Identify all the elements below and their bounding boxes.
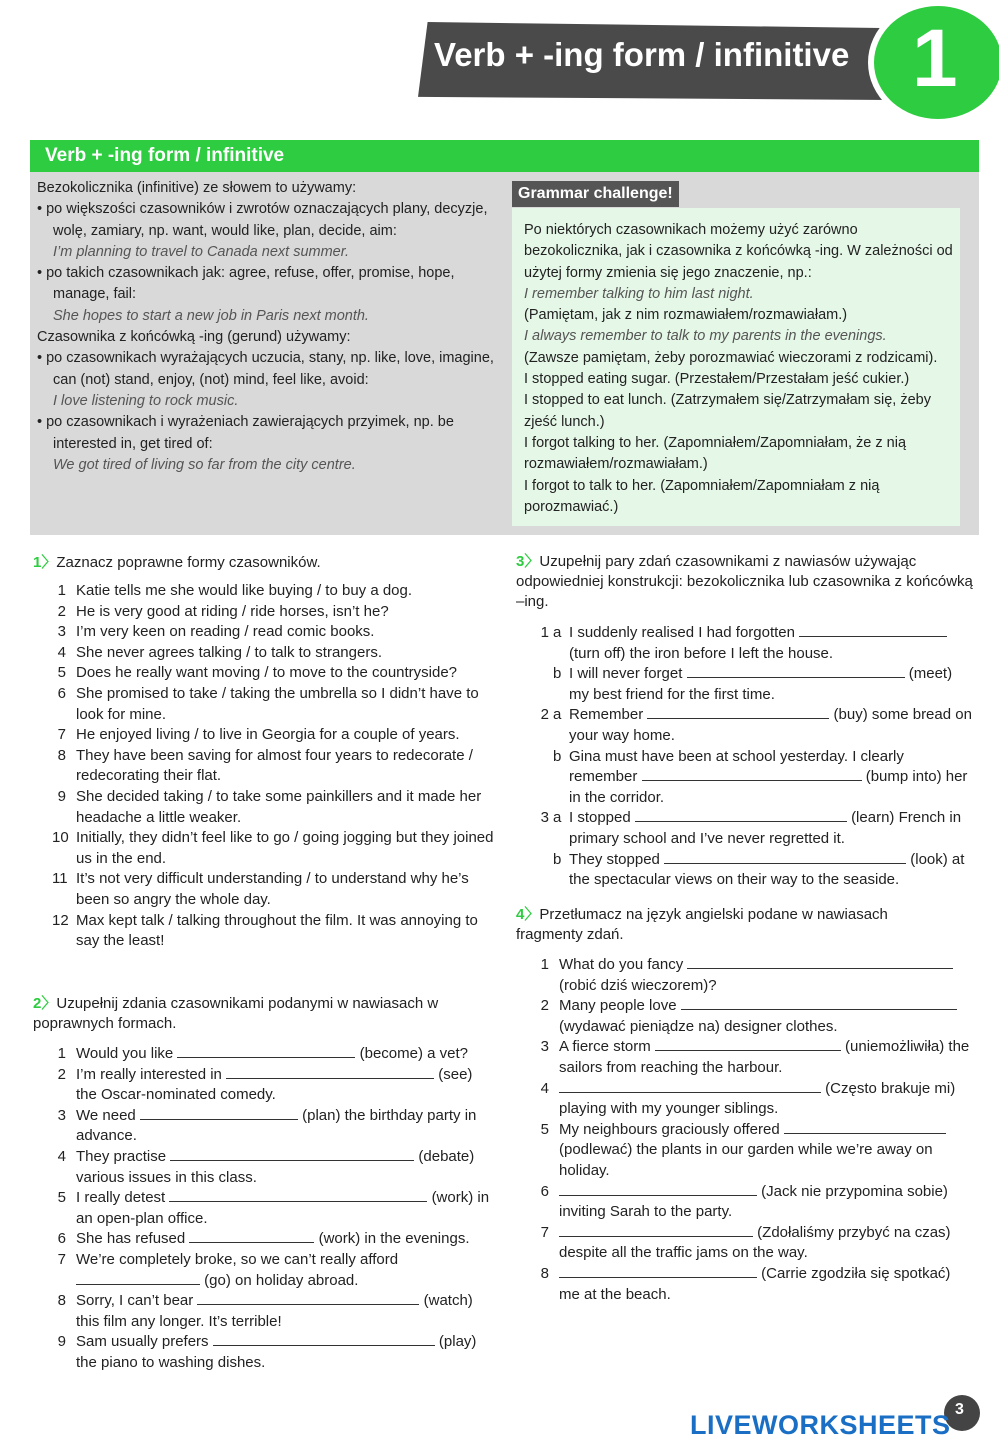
exercise-1-title: 1〉Zaznacz poprawne formy czasowników. [33, 554, 321, 571]
exercise-item: 3 A fierce storm (uniemożliwiła) the sailors from reaching the harbour. [540, 1038, 970, 1076]
exercise-item: 1 a I suddenly realised I had forgotten (turn off) the iron before I left the house. [535, 623, 975, 664]
challenge-example: I forgot to talk to her. (Zapomniałem/Zapomniałam z nią porozmawiać.) [524, 477, 880, 515]
answer-gap[interactable] [635, 809, 847, 822]
answer-gap[interactable] [559, 1224, 753, 1237]
challenge-example: I always remember to talk to my parents in the evenings. [524, 328, 887, 345]
answer-gap[interactable] [76, 1272, 200, 1285]
answer-gap[interactable] [170, 1148, 414, 1161]
exercise-4-list [535, 955, 975, 1305]
challenge-example: I remember talking to him last night. [524, 285, 754, 302]
watermark-logo: LIVEWORKSHEETS [690, 1410, 951, 1440]
exercise-item[interactable]: 8 They have been saving for almost four years to redecorate / redecorating their flat. [57, 746, 473, 785]
rule-example: I love listening to rock music. [53, 392, 239, 409]
exercise-item: 4 (Często brakuje mi) playing with my younger siblings. [540, 1079, 956, 1118]
exercise-item: 4 They practise (debate) various issues in this class. [57, 1147, 475, 1186]
rule-bullet: • po czasownikach i wyrażeniach zawierających przyimek, np. be interested in, get tired of: [37, 414, 454, 452]
exercise-item[interactable]: 4 She never agrees talking / to talk to strangers. [57, 643, 382, 661]
rule-text: Czasownika z końcówką -ing (gerund) używamy: [37, 329, 351, 346]
answer-gap[interactable] [559, 1080, 821, 1093]
rule-text: Bezokolicznika (infinitive) ze słowem to używamy: [37, 180, 357, 196]
grammar-challenge-label: Grammar challenge! [512, 181, 679, 207]
exercise-item[interactable]: 2 He is very good at riding / ride horses, isn’t he? [57, 602, 389, 620]
exercise-item[interactable]: 1 Katie tells me she would like buying / to buy a dog. [57, 582, 413, 599]
exercise-item: 5 My neighbours graciously offered (podlewać) the plants in our garden while we’re away on holiday. [535, 1120, 975, 1182]
exercise-item: 8 (Carrie zgodziła się spotkać) me at the beach. [540, 1264, 951, 1303]
exercise-item: 9 Sam usually prefers (play) the piano to washing dishes. [57, 1333, 477, 1371]
answer-gap[interactable] [559, 1183, 757, 1196]
exercise-item: 2 a Remember (buy) some bread on your way home. [540, 706, 972, 744]
exercise-item: 3 a I stopped (learn) French in primary school and I’ve never regretted it. [540, 809, 962, 847]
challenge-line: Po niektórych czasownikach możemy użyć zarówno bezokolicznika, jak i czasownika z końcówką -ing. W zależności od użytej formy zmienia się jego znaczenie, np.: [524, 222, 953, 281]
grammar-challenge-text [524, 220, 956, 518]
challenge-example: I stopped to eat lunch. (Zatrzymałem się/Zatrzymałam się, żeby zjeść lunch.) [524, 392, 931, 430]
unit-number: 1 [912, 13, 958, 104]
exercise-item: b I will never forget (meet) my best friend for the first time. [553, 665, 953, 703]
exercise-1-list [52, 581, 497, 952]
answer-gap[interactable] [687, 665, 905, 678]
answer-gap[interactable] [799, 624, 947, 637]
challenge-line: (Pamiętam, jak z nim rozmawiałem/rozmawiałam.) [524, 307, 848, 324]
answer-gap[interactable] [664, 851, 906, 864]
answer-gap[interactable] [213, 1333, 435, 1346]
exercise-item: 7 We’re completely broke, so we can’t really afford (go) on holiday abroad. [57, 1250, 399, 1289]
exercise-item: 2 Many people love (wydawać pieniądze na) designer clothes. [535, 996, 975, 1037]
exercise-item: 6 (Jack nie przypomina sobie) inviting Sarah to the party. [540, 1182, 948, 1221]
exercise-item[interactable]: 11 It’s not very difficult understanding / to understand why he’s been so angry the whole day. [52, 870, 469, 908]
exercise-item[interactable]: 6 She promised to take / taking the umbrella so I didn’t have to look for mine. [57, 684, 479, 723]
challenge-line: (Zawsze pamiętam, żeby porozmawiać wieczorami z rodzicami). [524, 349, 938, 366]
exercise-item: 8 Sorry, I can’t bear (watch) this film any longer. It’s terrible! [57, 1292, 473, 1330]
exercise-item: 3 We need (plan) the birthday party in advance. [57, 1106, 477, 1145]
exercise-item: 2 I’m really interested in (see) the Oscar-nominated comedy. [57, 1065, 473, 1104]
exercise-item: b They stopped (look) at the spectacular views on their way to the seaside. [553, 850, 965, 889]
answer-gap[interactable] [177, 1045, 355, 1058]
exercise-2-list [52, 1044, 492, 1374]
exercise-4-title: 4〉Przetłumacz na język angielski podane w nawiasach fragmenty zdań. [516, 906, 888, 943]
exercise-3-title: 3〉Uzupełnij pary zdań czasownikami z nawiasów używając odpowiedniej konstrukcji: bezokolicznika lub czasownika z końcówką –ing. [516, 553, 973, 610]
rule-bullet: • po czasownikach wyrażających uczucia, stany, np. like, love, imagine, can (not) stand, enjoy, (not) mind, feel like, avoid: [37, 350, 494, 388]
exercise-item: 6 She has refused (work) in the evenings. [57, 1230, 470, 1248]
rule-example: She hopes to start a new job in Paris next month. [53, 307, 369, 324]
answer-gap[interactable] [655, 1038, 841, 1051]
answer-gap[interactable] [687, 956, 953, 969]
answer-gap[interactable] [642, 768, 862, 781]
exercise-item[interactable]: 3 I’m very keen on reading / read comic books. [57, 623, 375, 641]
answer-gap[interactable] [559, 1265, 757, 1278]
page-title: Verb + -ing form / infinitive [434, 36, 850, 73]
answer-gap[interactable] [140, 1107, 298, 1120]
exercise-item[interactable]: 12 Max kept talk / talking throughout the film. It was annoying to say the least! [52, 911, 478, 950]
answer-gap[interactable] [784, 1121, 946, 1134]
exercise-item: 1 Would you like (become) a vet? [57, 1045, 469, 1062]
exercise-item: 5 I really detest (work) in an open-plan office. [57, 1189, 490, 1227]
exercise-item[interactable]: 9 She decided taking / to take some painkillers and it made her headache a little weaker. [57, 787, 482, 826]
exercise-item[interactable]: 5 Does he really want moving / to move to the countryside? [57, 664, 458, 682]
exercise-3-list [535, 623, 975, 891]
rule-example: We got tired of living so far from the city centre. [53, 456, 356, 473]
grammar-rules [37, 178, 497, 476]
rule-example: I’m planning to travel to Canada next summer. [53, 243, 350, 260]
answer-gap[interactable] [226, 1066, 434, 1079]
exercise-item[interactable]: 10 Initially, they didn’t feel like to go / going jogging but they joined us in the end. [52, 829, 494, 867]
exercise-item: 7 (Zdołaliśmy przybyć na czas) despite all the traffic jams on the way. [540, 1223, 951, 1262]
answer-gap[interactable] [681, 997, 957, 1010]
challenge-example: I forgot talking to her. (Zapomniałem/Zapomniałam, że z nią rozmawiałem/rozmawiałam.) [524, 434, 907, 473]
exercise-2-title: 2〉Uzupełnij zdania czasownikami podanymi w nawiasach w poprawnych formach. [33, 995, 439, 1032]
exercise-item: 1 What do you fancy (robić dziś wieczorem)? [535, 955, 975, 996]
challenge-example: I stopped eating sugar. (Przestałem/Przestałam jeść cukier.) [524, 371, 910, 388]
grammar-heading: Verb + -ing form / infinitive [45, 145, 285, 166]
answer-gap[interactable] [647, 706, 829, 719]
answer-gap[interactable] [197, 1292, 419, 1305]
rule-bullet: • po takich czasownikach jak: agree, refuse, offer, promise, hope, manage, fail: [37, 265, 455, 303]
page-number: 3 [955, 1401, 964, 1418]
exercise-item: b Gina must have been at school yesterday. I clearly remember (bump into) her in the corridor. [553, 747, 968, 806]
exercise-item[interactable]: 7 He enjoyed living / to live in Georgia for a couple of years. [57, 726, 460, 744]
answer-gap[interactable] [169, 1189, 427, 1202]
rule-bullet: • po większości czasowników i zwrotów oznaczających plany, decyzje, wolę, zamiary, np. want, would like, plan, decide, aim: [37, 201, 488, 239]
answer-gap[interactable] [189, 1230, 314, 1243]
